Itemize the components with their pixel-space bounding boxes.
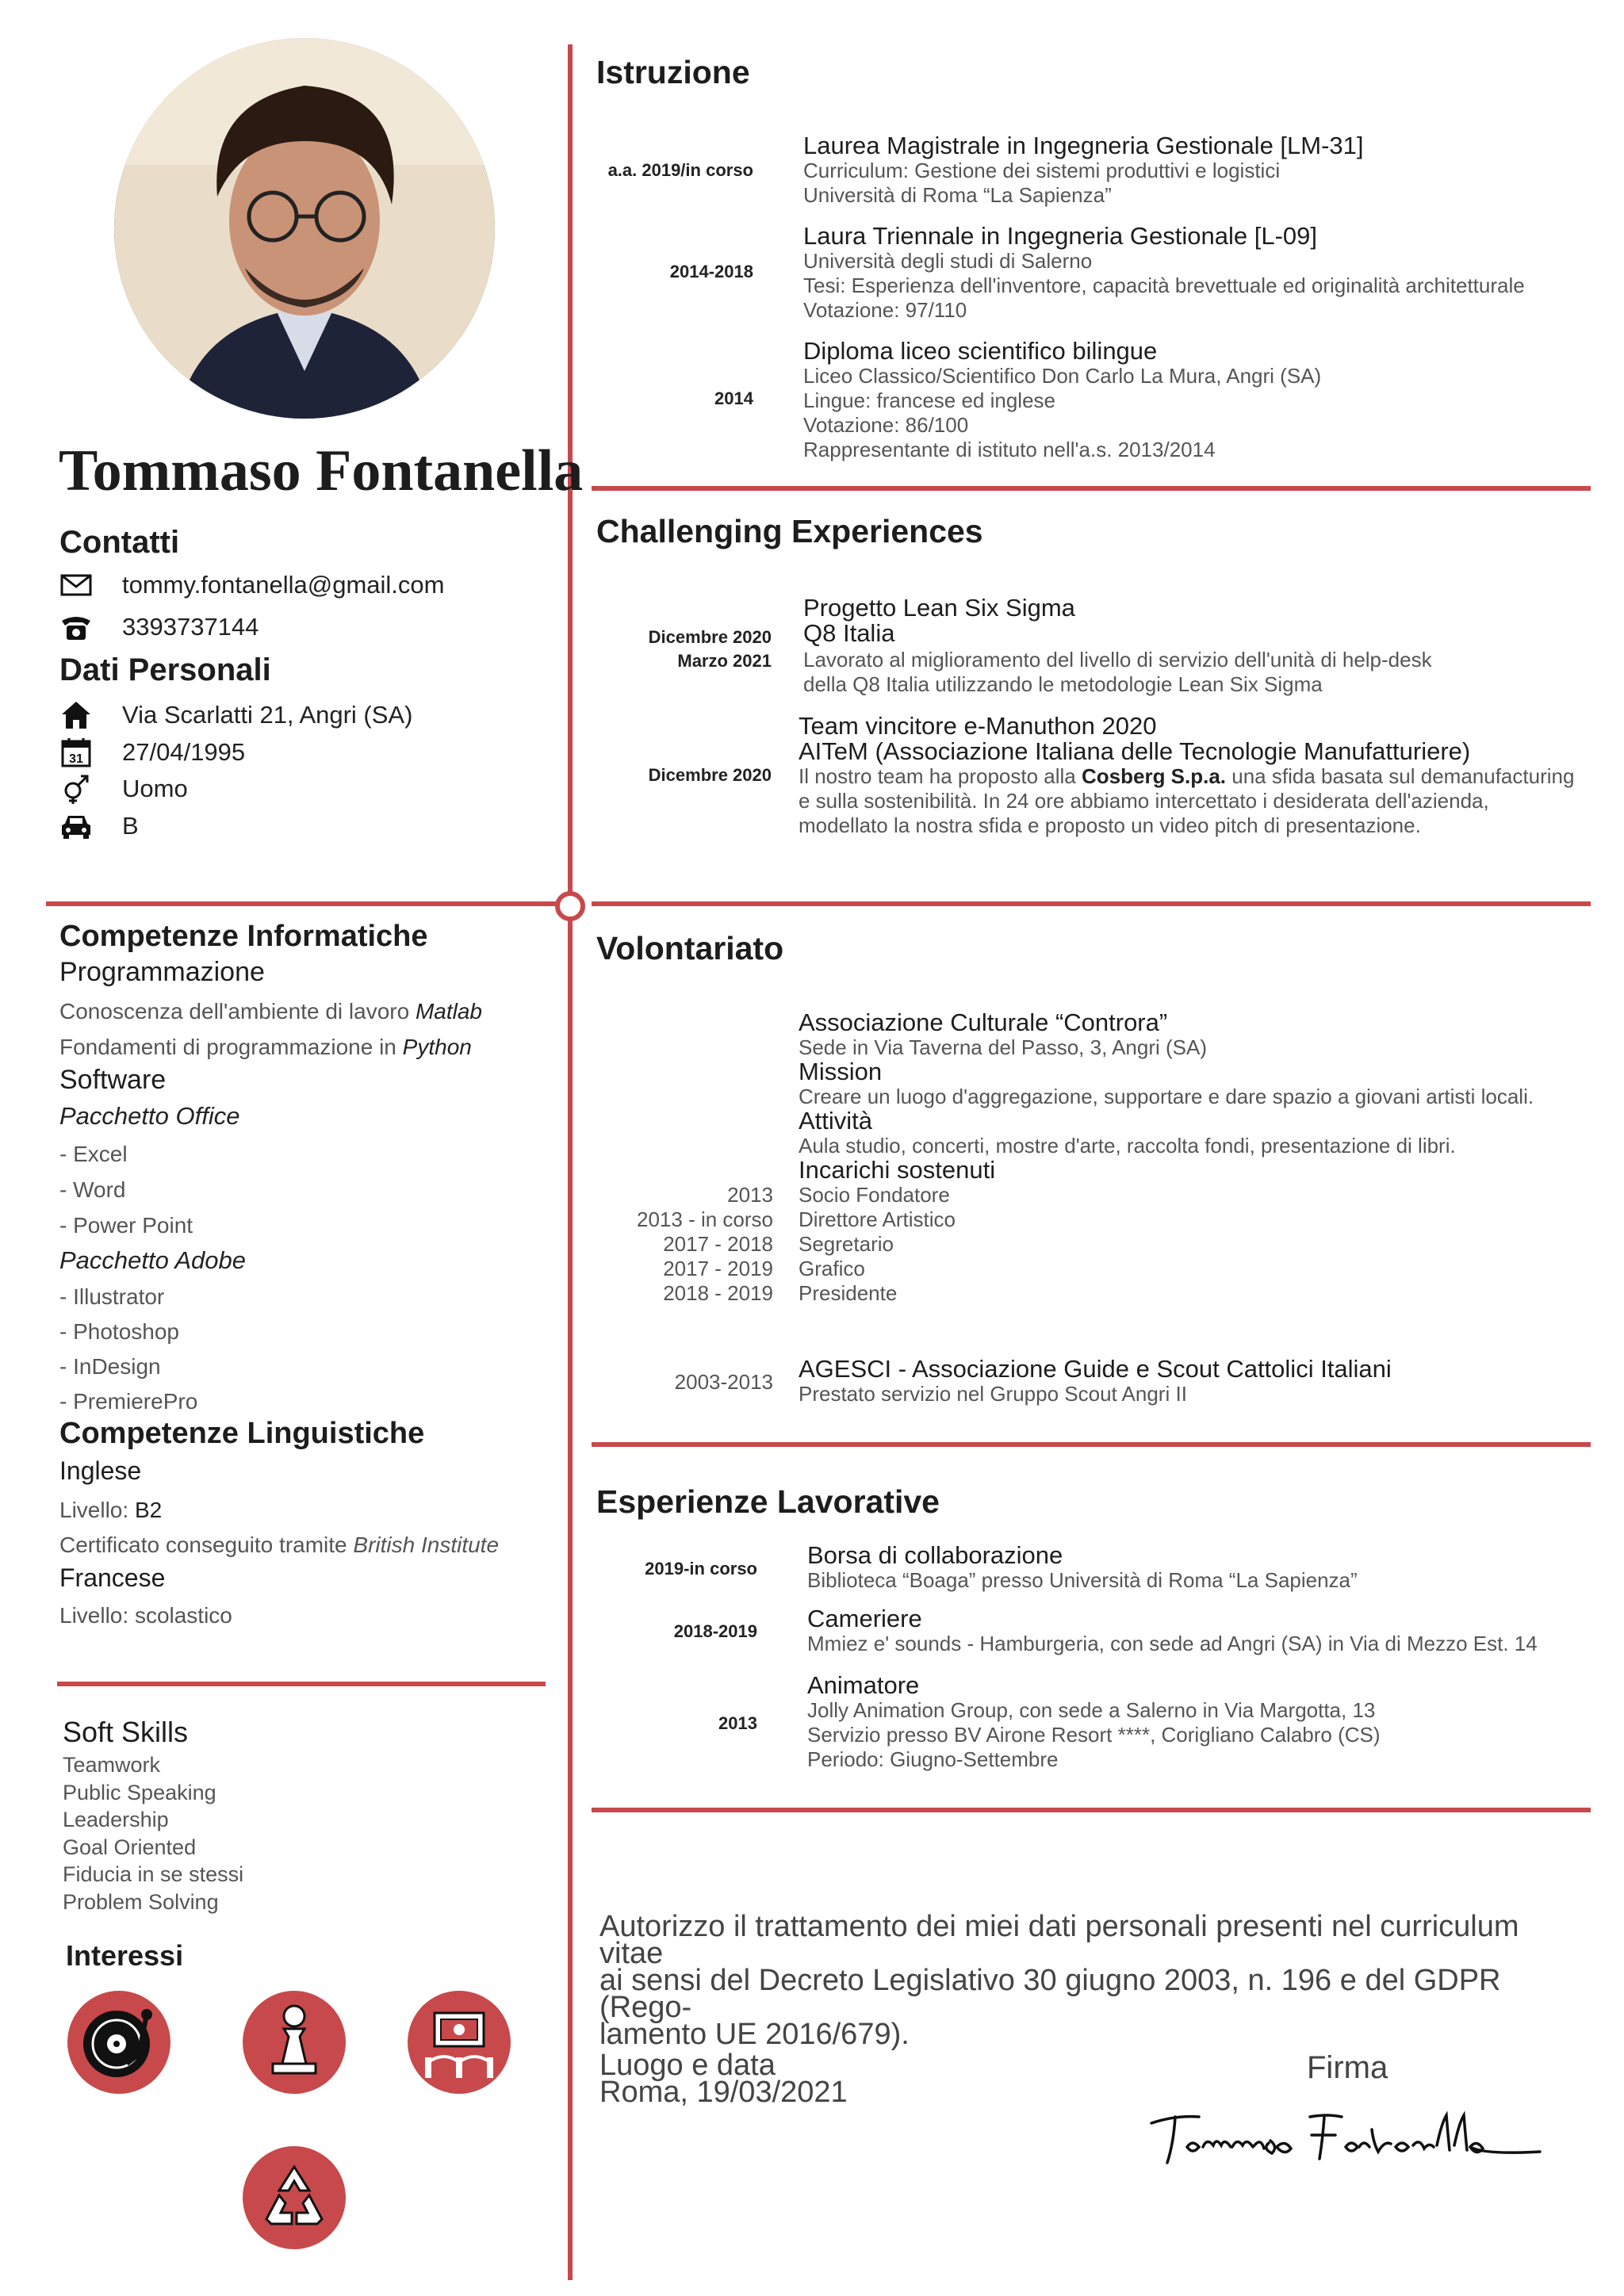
challenging-details — [803, 648, 1432, 697]
license-row — [59, 809, 139, 844]
gdpr-line: Autorizzo il trattamento dei miei dati personali presenti nel curriculum vitae — [599, 1910, 1519, 1970]
birthdate-value: 27/04/1995 — [122, 738, 246, 766]
gender-icon — [59, 771, 94, 806]
incarico-role: Segretario — [799, 1232, 894, 1256]
livello-prefix: Livello: — [59, 1498, 135, 1522]
python-label: Python — [402, 1035, 472, 1059]
challenging-line — [799, 764, 1574, 789]
challenging-details — [799, 764, 1574, 838]
istruzione-line: Università di Roma “La Sapienza” — [803, 183, 1112, 207]
incarichi-dates — [637, 1183, 773, 1306]
programmazione-python — [59, 1035, 472, 1060]
office-item: - Word — [59, 1177, 126, 1202]
challenging-title — [803, 595, 1075, 646]
gdpr-line: lamento UE 2016/679). — [599, 2018, 910, 2051]
istruzione-line: Curriculum: Gestione dei sistemi produttivi e logistici — [803, 159, 1281, 182]
istruzione-title: Diploma liceo scientifico bilingue — [803, 337, 1158, 365]
challenging-text: Il nostro team ha proposto alla — [799, 764, 1082, 788]
incarico-date: 2017 - 2018 — [663, 1232, 773, 1256]
inglese-heading: Inglese — [59, 1456, 142, 1485]
istruzione-line: Lingue: francese ed inglese — [803, 388, 1056, 412]
office-item: - Power Point — [59, 1213, 193, 1238]
volontariato-sede: Sede in Via Taverna del Passo, 3, Angri (SA) — [799, 1035, 1208, 1059]
istruzione-line: Votazione: 97/110 — [803, 298, 967, 322]
istruzione-line: Votazione: 86/100 — [803, 413, 969, 437]
istruzione-details — [803, 249, 1525, 323]
challenging-company: Q8 Italia — [803, 619, 895, 647]
office-heading: Pacchetto Office — [59, 1102, 240, 1130]
left-divider-top — [46, 901, 561, 906]
calendar-day: 31 — [69, 752, 83, 766]
istruzione-line: Rappresentante di istituto nell'a.s. 2013/2014 — [803, 438, 1216, 461]
incarico-role: Socio Fondatore — [799, 1183, 950, 1207]
software-heading: Software — [59, 1065, 167, 1095]
soft-skills-heading: Soft Skills — [63, 1716, 189, 1748]
istruzione-details — [803, 364, 1321, 462]
lavoro-details: Biblioteca “Boaga” presso Università di Roma “La Sapienza” — [807, 1568, 1358, 1592]
mission-heading: Mission — [799, 1058, 883, 1085]
lavoro-line: Servizio presso BV Airone Resort ****, Corigliano Calabro (CS) — [807, 1723, 1381, 1747]
divider-node — [555, 891, 585, 921]
chess-pawn-icon — [243, 1991, 346, 2094]
istruzione-date: a.a. 2019/in corso — [607, 160, 753, 180]
agesci-text: Prestato servizio nel Gruppo Scout Angri II — [799, 1382, 1187, 1406]
competenze-linguistiche-heading: Competenze Linguistiche — [59, 1417, 425, 1450]
lavoro-title: Cameriere — [807, 1605, 922, 1632]
soft-skill-item: Public Speaking — [63, 1780, 216, 1804]
incarico-role: Direttore Artistico — [799, 1207, 956, 1231]
license-value: B — [122, 812, 139, 840]
incarico-role: Presidente — [799, 1281, 898, 1305]
envelope-icon — [59, 568, 94, 603]
volontariato-heading: Volontariato — [596, 930, 784, 966]
lavoro-date: 2013 — [718, 1713, 757, 1733]
incarico-date: 2013 - in corso — [637, 1207, 773, 1231]
istruzione-line: Università degli studi di Salerno — [803, 249, 1093, 273]
challenging-company: AITeM (Associazione Italiana delle Tecnologie Manufatturiere) — [799, 737, 1471, 765]
istruzione-line: Tesi: Esperienza dell'inventore, capacità brevettuale ed originalità architetturale — [803, 274, 1525, 297]
right-divider-istruzione — [592, 486, 1591, 491]
incarichi-heading: Incarichi sostenuti — [799, 1156, 996, 1184]
istruzione-line: Liceo Classico/Scientifico Don Carlo La Mura, Angri (SA) — [803, 364, 1322, 388]
inglese-livello — [59, 1498, 162, 1523]
istruzione-title: Laurea Magistrale in Ingegneria Gestionale [LM-31] — [803, 132, 1364, 159]
firma-label: Firma — [1307, 2050, 1388, 2085]
attivita-text: Aula studio, concerti, mostre d'arte, raccolta fondi, presentazione di libri. — [799, 1134, 1456, 1158]
lavoro-date: 2018-2019 — [673, 1621, 757, 1641]
luogo-label: Luogo e data — [599, 2049, 776, 2082]
inglese-certificato — [59, 1533, 499, 1558]
attivita-heading: Attività — [799, 1107, 873, 1135]
adobe-item: - Illustrator — [59, 1284, 165, 1309]
matlab-label: Matlab — [415, 999, 482, 1024]
soft-skill-item: Fiducia in se stessi — [63, 1862, 244, 1886]
challenging-text: una sfida basata sul demanufacturing — [1226, 764, 1575, 788]
dati-personali-heading: Dati Personali — [59, 652, 271, 687]
vinyl-record-icon — [67, 1991, 170, 2094]
challenging-date-start: Dicembre 2020 — [648, 627, 772, 647]
programmazione-heading: Programmazione — [59, 957, 265, 987]
gdpr-line: ai sensi del Decreto Legislativo 30 giugno 2003, n. 196 e del GDPR (Rego- — [599, 1964, 1501, 2024]
phone-value[interactable]: 3393737144 — [122, 613, 259, 641]
email-value[interactable]: tommy.fontanella@gmail.com — [122, 571, 445, 599]
challenging-line: Lavorato al miglioramento del livello di servizio dell'unità di help-desk — [803, 648, 1432, 672]
challenging-line: della Q8 Italia utilizzando le metodologie Lean Six Sigma — [803, 672, 1323, 696]
address-row — [59, 698, 413, 733]
challenging-heading: Challenging Experiences — [596, 513, 983, 549]
left-divider-soft — [57, 1682, 546, 1686]
adobe-heading: Pacchetto Adobe — [59, 1246, 246, 1274]
challenging-title-line: Team vincitore e-Manuthon 2020 — [799, 712, 1157, 740]
gender-row — [59, 771, 188, 806]
email-row — [59, 568, 445, 603]
gender-value: Uomo — [122, 775, 188, 802]
luogo-value: Roma, 19/03/2021 — [599, 2076, 848, 2109]
signature — [1143, 2099, 1548, 2175]
office-item: - Excel — [59, 1142, 128, 1166]
candidate-name: Tommaso Fontanella — [59, 438, 584, 503]
adobe-item: - Photoshop — [59, 1319, 179, 1344]
phone-row — [59, 610, 259, 645]
agesci-date: 2003-2013 — [674, 1370, 773, 1394]
challenging-bold-company: Cosberg S.p.a. — [1081, 764, 1227, 788]
right-divider-volontariato — [592, 1442, 1591, 1447]
istruzione-date: 2014 — [714, 388, 753, 408]
challenging-date-end: Marzo 2021 — [677, 651, 772, 671]
home-icon — [59, 698, 94, 733]
profile-photo — [114, 38, 495, 419]
competenze-informatiche-heading: Competenze Informatiche — [59, 920, 428, 953]
lavoro-title: Animatore — [807, 1671, 920, 1699]
lavoro-heading: Esperienze Lavorative — [596, 1483, 940, 1520]
soft-skill-item: Teamwork — [63, 1753, 161, 1777]
incarico-role: Grafico — [799, 1257, 865, 1280]
volontariato-assoc: Associazione Culturale “Controra” — [799, 1008, 1168, 1036]
contatti-heading: Contatti — [59, 525, 180, 560]
adobe-item: - InDesign — [59, 1354, 161, 1379]
incarichi-roles — [799, 1183, 956, 1306]
telephone-icon — [59, 610, 94, 645]
livello-b2: B2 — [134, 1498, 163, 1522]
birthdate-row — [59, 735, 246, 770]
challenging-line: modellato la nostra sfida e proposto un video pitch di presentazione. — [799, 813, 1421, 837]
challenging-line: e sulla sostenibilità. In 24 ore abbiamo intercettato i desiderata dell'azienda, — [799, 789, 1489, 813]
mission-text: Creare un luogo d'aggregazione, supportare e dare spazio a giovani artisti locali. — [799, 1085, 1534, 1108]
gdpr-consent — [599, 1910, 1591, 2051]
lavoro-date: 2019-in corso — [645, 1559, 757, 1578]
cert-prefix: Certificato conseguito tramite — [59, 1533, 354, 1557]
vertical-divider — [568, 44, 573, 2280]
challenging-date — [649, 626, 772, 673]
challenging-title — [799, 714, 1470, 764]
lavoro-details: Mmiez e' sounds - Hamburgeria, con sede ad Angri (SA) in Via di Mezzo Est. 14 — [807, 1632, 1538, 1655]
istruzione-heading: Istruzione — [596, 54, 750, 90]
agesci-title: AGESCI - Associazione Guide e Scout Cattolici Italiani — [799, 1355, 1392, 1383]
lavoro-line: Periodo: Giugno-Settembre — [807, 1747, 1059, 1771]
incarico-date: 2017 - 2019 — [663, 1257, 773, 1280]
place-date — [599, 2049, 848, 2109]
francese-livello: Livello: scolastico — [59, 1603, 232, 1628]
istruzione-title: Laura Triennale in Ingegneria Gestionale [L-09] — [803, 222, 1317, 250]
adobe-item: - PremierePro — [59, 1389, 198, 1414]
recycling-icon — [243, 2146, 346, 2249]
lavoro-details — [807, 1698, 1381, 1772]
francese-heading: Francese — [59, 1563, 166, 1592]
python-prefix: Fondamenti di programmazione in — [59, 1035, 403, 1059]
soft-skills-list — [63, 1751, 243, 1915]
address-value: Via Scarlatti 21, Angri (SA) — [122, 701, 413, 729]
car-icon — [59, 809, 94, 844]
right-divider-lavoro — [592, 1808, 1591, 1812]
soft-skill-item: Problem Solving — [63, 1889, 219, 1914]
challenging-date: Dicembre 2020 — [648, 765, 772, 785]
istruzione-details — [803, 159, 1280, 208]
soft-skill-item: Goal Oriented — [63, 1835, 197, 1859]
soft-skill-item: Leadership — [63, 1808, 169, 1831]
programmazione-matlab — [59, 999, 482, 1024]
calendar-icon — [59, 735, 94, 770]
istruzione-date: 2014-2018 — [669, 262, 753, 281]
art-gallery-icon — [408, 1991, 511, 2094]
matlab-prefix: Conoscenza dell'ambiente di lavoro — [59, 999, 416, 1024]
incarico-date: 2018 - 2019 — [663, 1281, 773, 1305]
lavoro-title: Borsa di collaborazione — [807, 1541, 1063, 1569]
challenging-title-line: Progetto Lean Six Sigma — [803, 594, 1075, 622]
cert-institute: British Institute — [353, 1533, 500, 1557]
incarico-date: 2013 — [727, 1183, 773, 1207]
lavoro-line: Jolly Animation Group, con sede a Salerno in Via Margotta, 13 — [807, 1698, 1376, 1722]
right-divider-challenging — [592, 901, 1591, 906]
interessi-heading: Interessi — [66, 1939, 184, 1972]
